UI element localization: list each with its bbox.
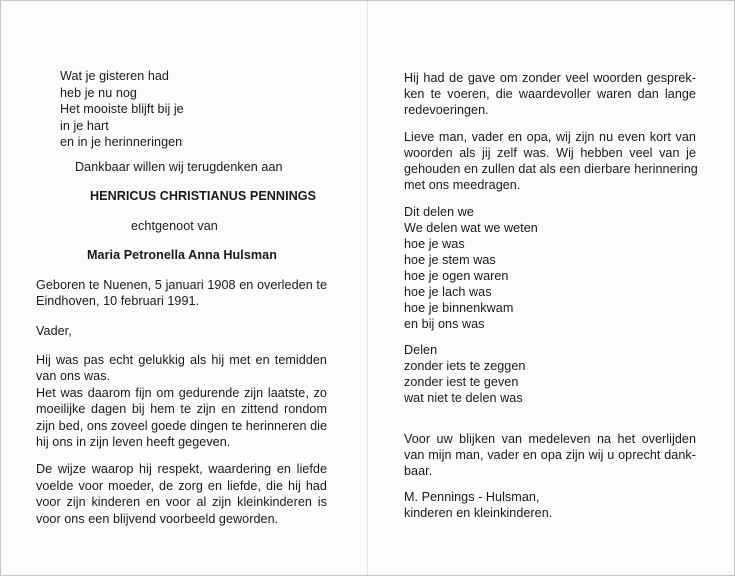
paragraph-line: voelde voor moeder, de zorg en liefde, die hij had — [36, 479, 327, 493]
poem-line: wat niet te delen was — [404, 391, 523, 405]
poem-line: Dit delen we — [404, 205, 474, 219]
poem-line: hoe je binnenkwam — [404, 301, 514, 315]
poem-line: Delen — [404, 343, 438, 357]
poem-line: hoe je ogen waren — [404, 269, 509, 283]
poem-line: heb je nu nog — [60, 86, 137, 100]
paragraph-line: voor ons een blijvend voorbeeld geworden. — [36, 512, 279, 526]
salutation: Vader, — [36, 324, 72, 338]
paragraph-line: met ons meedragen. — [404, 178, 521, 192]
left-page — [1, 1, 367, 575]
signature-line: kinderen en kleinkinderen. — [404, 506, 553, 520]
spouse-name: Maria Petronella Anna Hulsman — [87, 248, 277, 262]
thanks-line: Voor uw blijken van medeleven na het overlijden — [404, 432, 696, 446]
paragraph-line: woorden als jij zelf was. Wij hebben veel van je — [404, 146, 696, 160]
poem-line: zonder iets te zeggen — [404, 359, 526, 373]
thanks-line: baar. — [404, 464, 433, 478]
poem-line: hoe je stem was — [404, 253, 496, 267]
thanks-line: van mijn man, vader en opa zijn wij u oprecht dank- — [404, 448, 696, 462]
poem-line: zonder iest te geven — [404, 375, 519, 389]
paragraph-line: Lieve man, vader en opa, wij zijn nu even kort van — [404, 130, 696, 144]
spouse-intro: echtgenoot van — [131, 219, 218, 233]
poem-line: hoe je was — [404, 237, 465, 251]
poem-line: en in je herinneringen — [60, 135, 183, 149]
poem-line: Wat je gisteren had — [60, 69, 169, 83]
right-page — [368, 1, 734, 575]
poem-line: We delen wat we weten — [404, 221, 538, 235]
paragraph-line: Hij was pas echt gelukkig als hij met en temidden — [36, 353, 327, 367]
poem-line: en bij ons was — [404, 317, 485, 331]
paragraph-line: Het was daarom fijn om gedurende zijn laatste, zo — [36, 386, 327, 400]
signature-line: M. Pennings - Hulsman, — [404, 490, 540, 504]
paragraph-line: gehouden en zullen dat als een dierbare herinnering — [404, 162, 698, 176]
poem-line: Het mooiste blijft bij je — [60, 102, 184, 116]
paragraph-line: moeilijke dagen bij hem te zijn en zittend rondom — [36, 402, 327, 416]
paragraph-line: zijn bed, ons zoveel goede dingen te herinneren die — [36, 419, 328, 433]
paragraph-line: voor zijn kinderen en voor al zijn kleinkinderen is — [36, 495, 327, 509]
poem-line: in je hart — [60, 119, 109, 133]
birth-death-line: Eindhoven, 10 februari 1991. — [36, 294, 200, 308]
paragraph-line: De wijze waarop hij respekt, waardering en liefde — [36, 462, 327, 476]
birth-death-line: Geboren te Nuenen, 5 januari 1908 en overleden te — [36, 278, 327, 292]
paragraph-line: redevoeringen. — [404, 103, 489, 117]
paragraph-line: ken te voeren, die waardevoller waren dan lange — [404, 87, 696, 101]
intro-text: Dankbaar willen wij terugdenken aan — [75, 160, 283, 174]
deceased-name: HENRICUS CHRISTIANUS PENNINGS — [90, 189, 317, 203]
paragraph-line: hij ons in zijn leven heeft gegeven. — [36, 435, 231, 449]
paragraph-line: Hij had de gave om zonder veel woorden gesprek- — [404, 71, 696, 85]
paragraph-line: van ons was. — [36, 369, 111, 383]
poem-line: hoe je lach was — [404, 285, 492, 299]
